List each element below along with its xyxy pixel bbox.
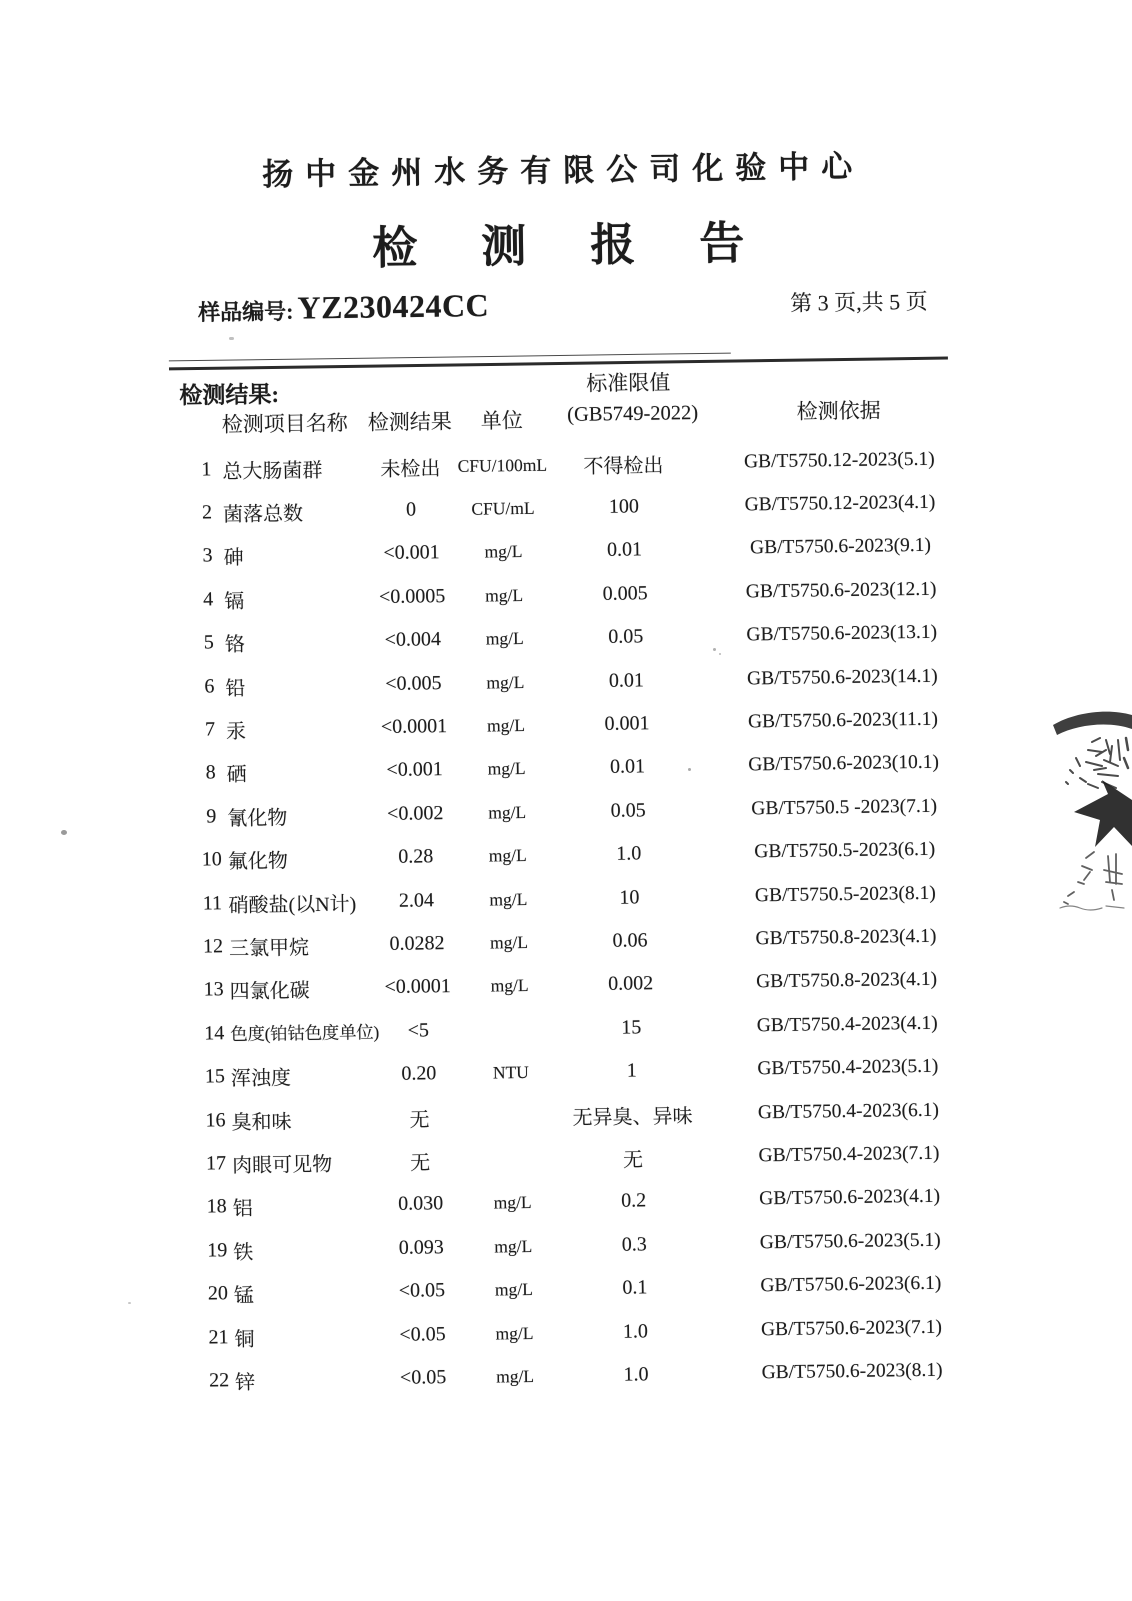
result-value: <0.0001 <box>384 975 451 999</box>
basis-value: GB/T5750.6-2023(8.1) <box>761 1359 943 1384</box>
row-number: 1 <box>201 458 212 481</box>
item-name: 铬 <box>224 634 246 657</box>
row-number: 17 <box>205 1152 227 1175</box>
unit-value: mg/L <box>487 758 526 779</box>
result-value: <0.05 <box>398 1279 446 1302</box>
result-value: 0.0282 <box>389 932 445 955</box>
basis-value: GB/T5750.6-2023(12.1) <box>745 578 937 603</box>
row-number: 14 <box>204 1021 225 1045</box>
row-number: 11 <box>202 891 223 915</box>
item-name: 肉眼可见物 <box>231 1153 333 1178</box>
item-name: 铜 <box>234 1328 255 1351</box>
item-name: 锌 <box>235 1371 256 1395</box>
sample-number-value: YZ230424CC <box>297 286 490 326</box>
item-name: 三氯甲烷 <box>228 937 310 961</box>
sample-number-label: 样品编号: <box>198 298 294 326</box>
partial-stamp-mark <box>1040 700 1132 925</box>
row-number: 4 <box>203 588 214 611</box>
item-name: 铁 <box>233 1241 254 1264</box>
result-value: <5 <box>407 1019 430 1042</box>
item-name: 菌落总数 <box>222 503 304 527</box>
basis-value: GB/T5750.6-2023(5.1) <box>759 1229 941 1253</box>
row-number: 16 <box>205 1108 226 1132</box>
item-name: 氟化物 <box>227 850 289 874</box>
basis-value: GB/T5750.5-2023(8.1) <box>754 882 936 906</box>
result-value: <0.0001 <box>380 715 448 739</box>
results-section-label: 检测结果: <box>179 381 280 409</box>
basis-value: GB/T5750.6-2023(11.1) <box>747 708 939 733</box>
item-name: 色度(铂钴色度单位) <box>230 1021 380 1044</box>
item-name: 镉 <box>224 590 245 614</box>
basis-value: GB/T5750.4-2023(6.1) <box>757 1099 940 1123</box>
unit-value: mg/L <box>484 541 523 563</box>
unit-value: mg/L <box>494 1235 533 1257</box>
basis-value: GB/T5750.5 -2023(7.1) <box>751 795 938 820</box>
unit-value: CFU/100mL <box>457 454 548 476</box>
basis-value: GB/T5750.6-2023(9.1) <box>749 535 932 559</box>
item-name: 硒 <box>226 764 247 787</box>
unit-value: mg/L <box>485 584 524 606</box>
result-value: 无 <box>409 1152 431 1175</box>
result-value: <0.05 <box>399 1366 447 1389</box>
unit-value: NTU <box>492 1062 529 1083</box>
row-number: 19 <box>207 1238 228 1262</box>
scan-speck <box>688 768 691 771</box>
column-header-limit-title: 标准限值 <box>586 370 671 396</box>
basis-value: GB/T5750.4-2023(7.1) <box>758 1142 940 1167</box>
item-name: 总大肠菌群 <box>222 459 323 483</box>
basis-value: GB/T5750.12-2023(4.1) <box>744 491 936 516</box>
limit-value: 无异臭、异味 <box>572 1105 693 1129</box>
limit-value: 0.05 <box>608 625 644 649</box>
limit-value: 0.01 <box>609 755 646 779</box>
result-value: <0.001 <box>386 758 443 782</box>
row-number: 20 <box>207 1282 229 1305</box>
unit-value: mg/L <box>490 975 529 996</box>
row-number: 9 <box>206 805 217 828</box>
item-name: 铝 <box>232 1198 253 1221</box>
item-name: 氰化物 <box>227 807 288 830</box>
scan-speck <box>713 648 716 651</box>
column-header-unit: 单位 <box>480 408 523 434</box>
result-value: 0.093 <box>398 1235 444 1259</box>
item-name: 铅 <box>225 677 246 700</box>
unit-value: mg/L <box>485 628 524 649</box>
unit-value: mg/L <box>489 931 529 953</box>
unit-value: CFU/mL <box>471 497 535 519</box>
column-header-result: 检测结果 <box>367 409 452 435</box>
basis-value: GB/T5750.4-2023(5.1) <box>757 1055 939 1080</box>
basis-value: GB/T5750.6-2023(7.1) <box>760 1316 943 1340</box>
result-value: <0.0005 <box>378 584 446 608</box>
item-name: 锰 <box>233 1284 255 1308</box>
limit-value: 10 <box>619 886 640 909</box>
result-value: <0.002 <box>386 801 444 825</box>
item-name: 汞 <box>225 720 247 744</box>
report-title: 检测报告 <box>371 217 809 274</box>
scan-speck <box>719 653 721 655</box>
basis-value: GB/T5750.6-2023(6.1) <box>760 1272 942 1297</box>
limit-value: 0.01 <box>608 668 645 692</box>
unit-value: mg/L <box>488 845 527 866</box>
results-table <box>0 435 1132 1405</box>
limit-value: 1.0 <box>623 1363 649 1386</box>
row-number: 8 <box>205 761 216 784</box>
row-number: 10 <box>201 848 222 871</box>
result-value: 0.030 <box>398 1192 444 1216</box>
row-number: 12 <box>202 935 224 958</box>
basis-value: GB/T5750.5-2023(6.1) <box>754 838 936 863</box>
result-value: 无 <box>409 1108 430 1132</box>
unit-value: mg/L <box>494 1279 533 1300</box>
scan-speck <box>229 337 234 340</box>
limit-value: 0.002 <box>607 972 654 996</box>
limit-value: 0.001 <box>604 712 650 735</box>
row-number: 13 <box>203 978 224 1001</box>
item-name: 臭和味 <box>231 1110 292 1134</box>
limit-value: 0.1 <box>622 1276 648 1299</box>
row-number: 5 <box>203 631 214 654</box>
unit-value: mg/L <box>493 1192 532 1213</box>
row-number: 6 <box>204 674 215 698</box>
limit-value: 0.01 <box>606 538 643 562</box>
page-indicator: 第 3 页,共 5 页 <box>789 288 928 316</box>
row-number: 2 <box>201 501 213 524</box>
scan-speck <box>61 830 67 835</box>
limit-value: 0.05 <box>610 799 646 822</box>
basis-value: GB/T5750.6-2023(14.1) <box>746 665 938 690</box>
result-value: <0.004 <box>384 628 442 652</box>
limit-value: 0.06 <box>612 929 648 952</box>
unit-value: mg/L <box>488 801 527 823</box>
result-value: <0.05 <box>399 1322 446 1346</box>
result-value: 0 <box>405 498 417 521</box>
limit-value: 1.0 <box>622 1319 649 1343</box>
limit-value: 1 <box>626 1059 637 1082</box>
limit-value: 0.005 <box>602 582 648 605</box>
item-name: 四氯化碳 <box>229 980 310 1004</box>
basis-value: GB/T5750.8-2023(4.1) <box>756 969 938 993</box>
row-number: 21 <box>208 1325 229 1348</box>
result-value: 0.20 <box>401 1062 437 1085</box>
result-value: <0.001 <box>383 541 440 565</box>
basis-value: GB/T5750.6-2023(10.1) <box>748 752 940 776</box>
unit-value: mg/L <box>495 1322 534 1343</box>
limit-value: 15 <box>621 1016 642 1039</box>
basis-value: GB/T5750.6-2023(13.1) <box>746 621 938 646</box>
scan-speck <box>128 1302 131 1304</box>
result-value: 未检出 <box>380 457 441 481</box>
row-number: 22 <box>208 1369 230 1392</box>
item-name: 硝酸盐(以N计) <box>228 892 357 917</box>
column-header-basis: 检测依据 <box>796 398 881 424</box>
result-value: 2.04 <box>398 888 435 912</box>
basis-value: GB/T5750.4-2023(4.1) <box>756 1012 938 1037</box>
basis-value: GB/T5750.8-2023(4.1) <box>755 925 937 950</box>
result-value: 0.28 <box>398 845 434 868</box>
unit-value: mg/L <box>495 1365 535 1387</box>
limit-value: 0.2 <box>621 1189 647 1213</box>
sample-number-line <box>198 287 489 328</box>
row-number: 7 <box>204 718 216 741</box>
item-name: 砷 <box>223 547 244 570</box>
item-name: 浑浊度 <box>230 1067 292 1091</box>
limit-value: 0.3 <box>621 1233 647 1256</box>
limit-value: 无 <box>622 1149 644 1172</box>
unit-value: mg/L <box>489 888 528 910</box>
row-number: 18 <box>206 1195 227 1218</box>
limit-value: 100 <box>608 495 640 518</box>
row-number: 3 <box>202 544 213 567</box>
company-name: 扬中金州水务有限公司化验中心 <box>262 148 865 193</box>
basis-value: GB/T5750.12-2023(5.1) <box>743 448 935 473</box>
limit-value: 1.0 <box>616 842 642 865</box>
column-header-name: 检测项目名称 <box>221 410 348 437</box>
unit-value: mg/L <box>486 715 526 736</box>
row-number: 15 <box>204 1065 226 1088</box>
unit-value: mg/L <box>486 671 525 693</box>
basis-value: GB/T5750.6-2023(4.1) <box>759 1186 941 1210</box>
limit-value: 不得检出 <box>583 454 664 478</box>
result-value: <0.005 <box>385 671 442 695</box>
column-header-limit-standard: (GB5749-2022) <box>567 402 699 426</box>
